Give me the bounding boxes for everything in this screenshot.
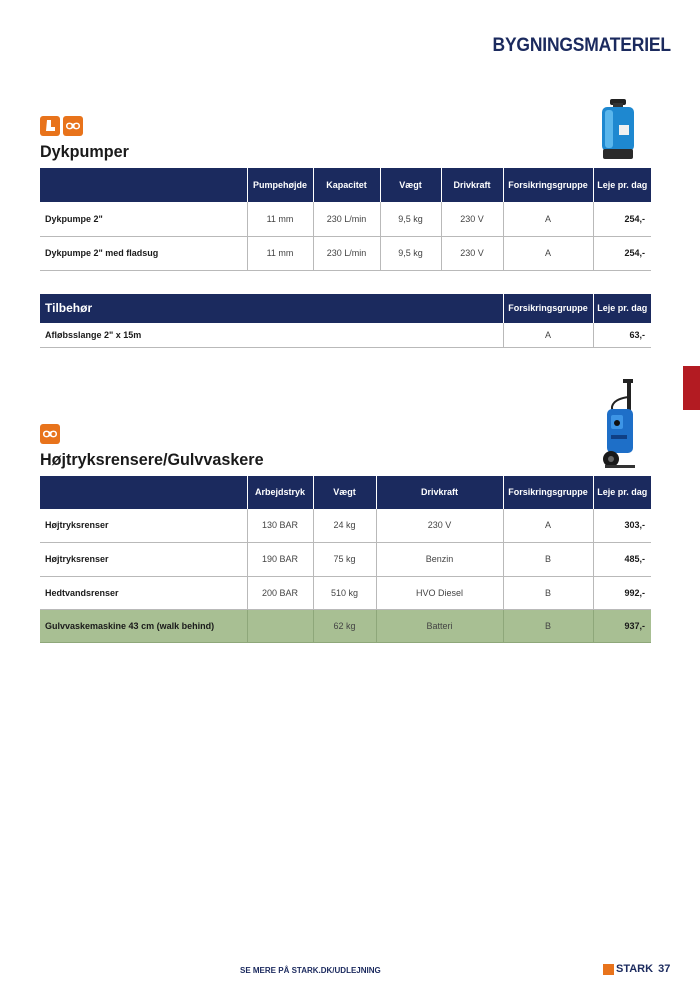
column-header: Vægt (313, 476, 376, 509)
table-cell: HVO Diesel (376, 576, 503, 609)
column-header: Vægt (380, 168, 441, 202)
price-cell: 63,- (593, 323, 651, 347)
price-cell: 303,- (593, 509, 651, 542)
header-blank (40, 476, 247, 509)
table-cell: 190 BAR (247, 542, 313, 576)
table-cell: 230 V (441, 202, 503, 236)
table-row (40, 509, 651, 542)
table-cell: A (503, 509, 593, 542)
table-cell (247, 609, 313, 642)
column-header: Forsikringsgruppe (503, 476, 593, 509)
table-row (40, 576, 651, 609)
column-header: Pumpehøjde (247, 168, 313, 202)
table-cell: 11 mm (247, 236, 313, 270)
goggles-icon (63, 116, 83, 136)
table-cell: 130 BAR (247, 509, 313, 542)
table-cell: B (503, 609, 593, 642)
column-header: Forsikringsgruppe (503, 168, 593, 202)
table-row (40, 323, 651, 347)
table-cell: Benzin (376, 542, 503, 576)
table-cell: 230 L/min (313, 202, 380, 236)
table-cell: B (503, 576, 593, 609)
table-cell: B (503, 542, 593, 576)
product-name: Dykpumpe 2" med fladsug (40, 236, 247, 270)
column-header: Drivkraft (441, 168, 503, 202)
table-cell: 510 kg (313, 576, 376, 609)
page-section-title: BYGNINGSMATERIEL (492, 35, 671, 56)
product-name: Højtryksrenser (40, 509, 247, 542)
table-cell: A (503, 236, 593, 270)
pressure-washer-image (601, 379, 641, 469)
column-header: Leje pr. dag (593, 168, 651, 202)
column-header: Leje pr. dag (593, 476, 651, 509)
product-name: Dykpumpe 2" (40, 202, 247, 236)
product-name: Afløbsslange 2" x 15m (40, 323, 503, 347)
price-cell: 485,- (593, 542, 651, 576)
table-cell: 230 V (441, 236, 503, 270)
product-name: Gulvvaskemaskine 43 cm (walk behind) (40, 609, 247, 642)
stark-logo-icon (603, 964, 614, 975)
section-tab (683, 366, 700, 410)
table-cell: 62 kg (313, 609, 376, 642)
column-header: Leje pr. dag (593, 294, 651, 323)
column-header: Arbejdstryk (247, 476, 313, 509)
column-header: Kapacitet (313, 168, 380, 202)
dykpumper-table (40, 168, 651, 271)
column-header: Forsikringsgruppe (503, 294, 593, 323)
table-cell: A (503, 202, 593, 236)
goggles-icon (40, 424, 60, 444)
table-cell: 200 BAR (247, 576, 313, 609)
table-row (40, 542, 651, 576)
table-cell: 24 kg (313, 509, 376, 542)
safety-icons (40, 116, 83, 136)
section-title-dykpumper: Dykpumper (40, 142, 129, 161)
table-cell: Batteri (376, 609, 503, 642)
table-cell: 9,5 kg (380, 202, 441, 236)
header-blank (40, 168, 247, 202)
table-cell: A (503, 323, 593, 347)
tilbehor-title: Tilbehør (40, 294, 503, 323)
table-cell: 11 mm (247, 202, 313, 236)
boot-icon (40, 116, 60, 136)
table-cell: 9,5 kg (380, 236, 441, 270)
table-cell: 230 L/min (313, 236, 380, 270)
table-cell: 75 kg (313, 542, 376, 576)
table-row (40, 236, 651, 270)
table-cell: 230 V (376, 509, 503, 542)
page-number: 37 (658, 963, 671, 975)
section-title-hojtryk: Højtryksrensere/Gulvvaskere (40, 450, 264, 469)
tilbehor-table (40, 294, 651, 348)
hojtryk-table (40, 476, 651, 643)
table-row (40, 202, 651, 236)
product-name: Hedtvandsrenser (40, 576, 247, 609)
footer-logo (603, 963, 670, 975)
column-header: Drivkraft (376, 476, 503, 509)
price-cell: 254,- (593, 236, 651, 270)
logo-text: STARK (616, 963, 654, 975)
safety-icons (40, 424, 60, 444)
submersible-pump-image (599, 99, 637, 163)
table-row-highlighted (40, 609, 651, 642)
price-cell: 254,- (593, 202, 651, 236)
product-name: Højtryksrenser (40, 542, 247, 576)
price-cell: 937,- (593, 609, 651, 642)
price-cell: 992,- (593, 576, 651, 609)
footer-link[interactable]: SE MERE PÅ STARK.DK/UDLEJNING (240, 966, 381, 975)
